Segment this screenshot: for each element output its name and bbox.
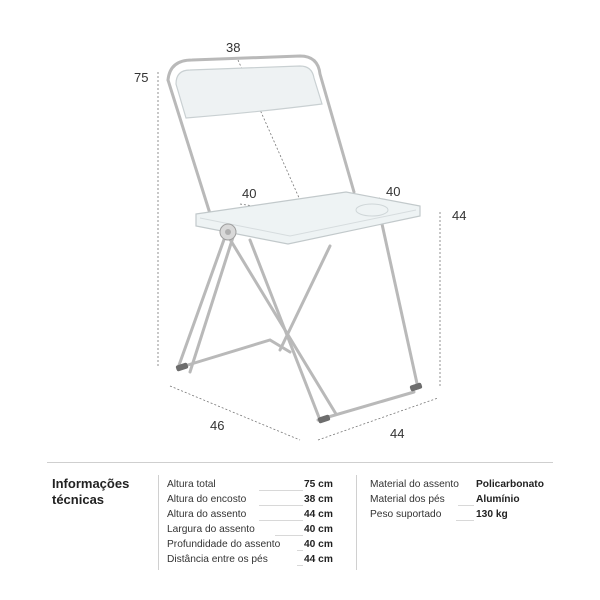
spec-row xyxy=(167,522,349,537)
spec-row xyxy=(370,507,550,522)
spec-row xyxy=(167,477,349,492)
dimension-seat-height: 44 xyxy=(452,208,467,223)
specs-left-column xyxy=(167,477,349,567)
spec-label: Peso suportado xyxy=(370,509,442,520)
spec-label: Altura do assento xyxy=(167,509,247,520)
spec-label: Altura total xyxy=(167,479,216,490)
spec-leader xyxy=(259,520,303,521)
spec-leader xyxy=(259,505,303,506)
spec-leader xyxy=(275,535,303,536)
spec-label: Largura do assento xyxy=(167,524,255,535)
spec-value: 40 cm xyxy=(304,539,333,550)
backrest-panel xyxy=(176,66,322,118)
specs-title-line1: Informações xyxy=(52,476,130,491)
column-separator-right xyxy=(356,475,357,570)
spec-label: Material do assento xyxy=(370,479,459,490)
spec-value: 38 cm xyxy=(304,494,333,505)
spec-row xyxy=(167,537,349,552)
specs-right-column xyxy=(370,477,550,522)
spec-value: 130 kg xyxy=(476,509,508,520)
dimension-seat-depth: 40 xyxy=(242,186,257,201)
spec-label: Profundidade do assento xyxy=(167,539,281,550)
spec-leader xyxy=(259,490,303,491)
spec-value: 44 cm xyxy=(304,554,333,565)
feet-width-line xyxy=(318,398,438,440)
spec-label: Material dos pés xyxy=(370,494,445,505)
spec-row xyxy=(167,492,349,507)
section-divider xyxy=(47,462,553,463)
dimension-backrest-width: 38 xyxy=(226,40,241,55)
feet-depth-line xyxy=(170,386,300,440)
spec-leader xyxy=(456,520,474,521)
dimension-total-height: 75 xyxy=(134,70,149,85)
dimension-feet-width: 44 xyxy=(390,426,405,441)
spec-leader xyxy=(297,565,303,566)
spec-row xyxy=(167,552,349,567)
specs-title-line2: técnicas xyxy=(52,492,105,507)
spec-row xyxy=(370,477,550,492)
dimension-seat-width: 40 xyxy=(386,184,401,199)
spec-leader xyxy=(297,550,303,551)
spec-value: Policarbonato xyxy=(476,479,544,490)
spec-label: Distância entre os pés xyxy=(167,554,268,565)
spec-value: Alumínio xyxy=(476,494,520,505)
spec-label: Altura do encosto xyxy=(167,494,247,505)
spec-row xyxy=(370,492,550,507)
column-separator-left xyxy=(158,475,159,570)
specs-title xyxy=(52,476,152,508)
hinge-icon xyxy=(220,224,236,240)
spec-leader xyxy=(458,505,474,506)
spec-value: 44 cm xyxy=(304,509,333,520)
spec-row xyxy=(167,507,349,522)
feet-caps xyxy=(175,362,422,423)
spec-value: 75 cm xyxy=(304,479,333,490)
spec-value: 40 cm xyxy=(304,524,333,535)
dimension-feet-depth: 46 xyxy=(210,418,225,433)
